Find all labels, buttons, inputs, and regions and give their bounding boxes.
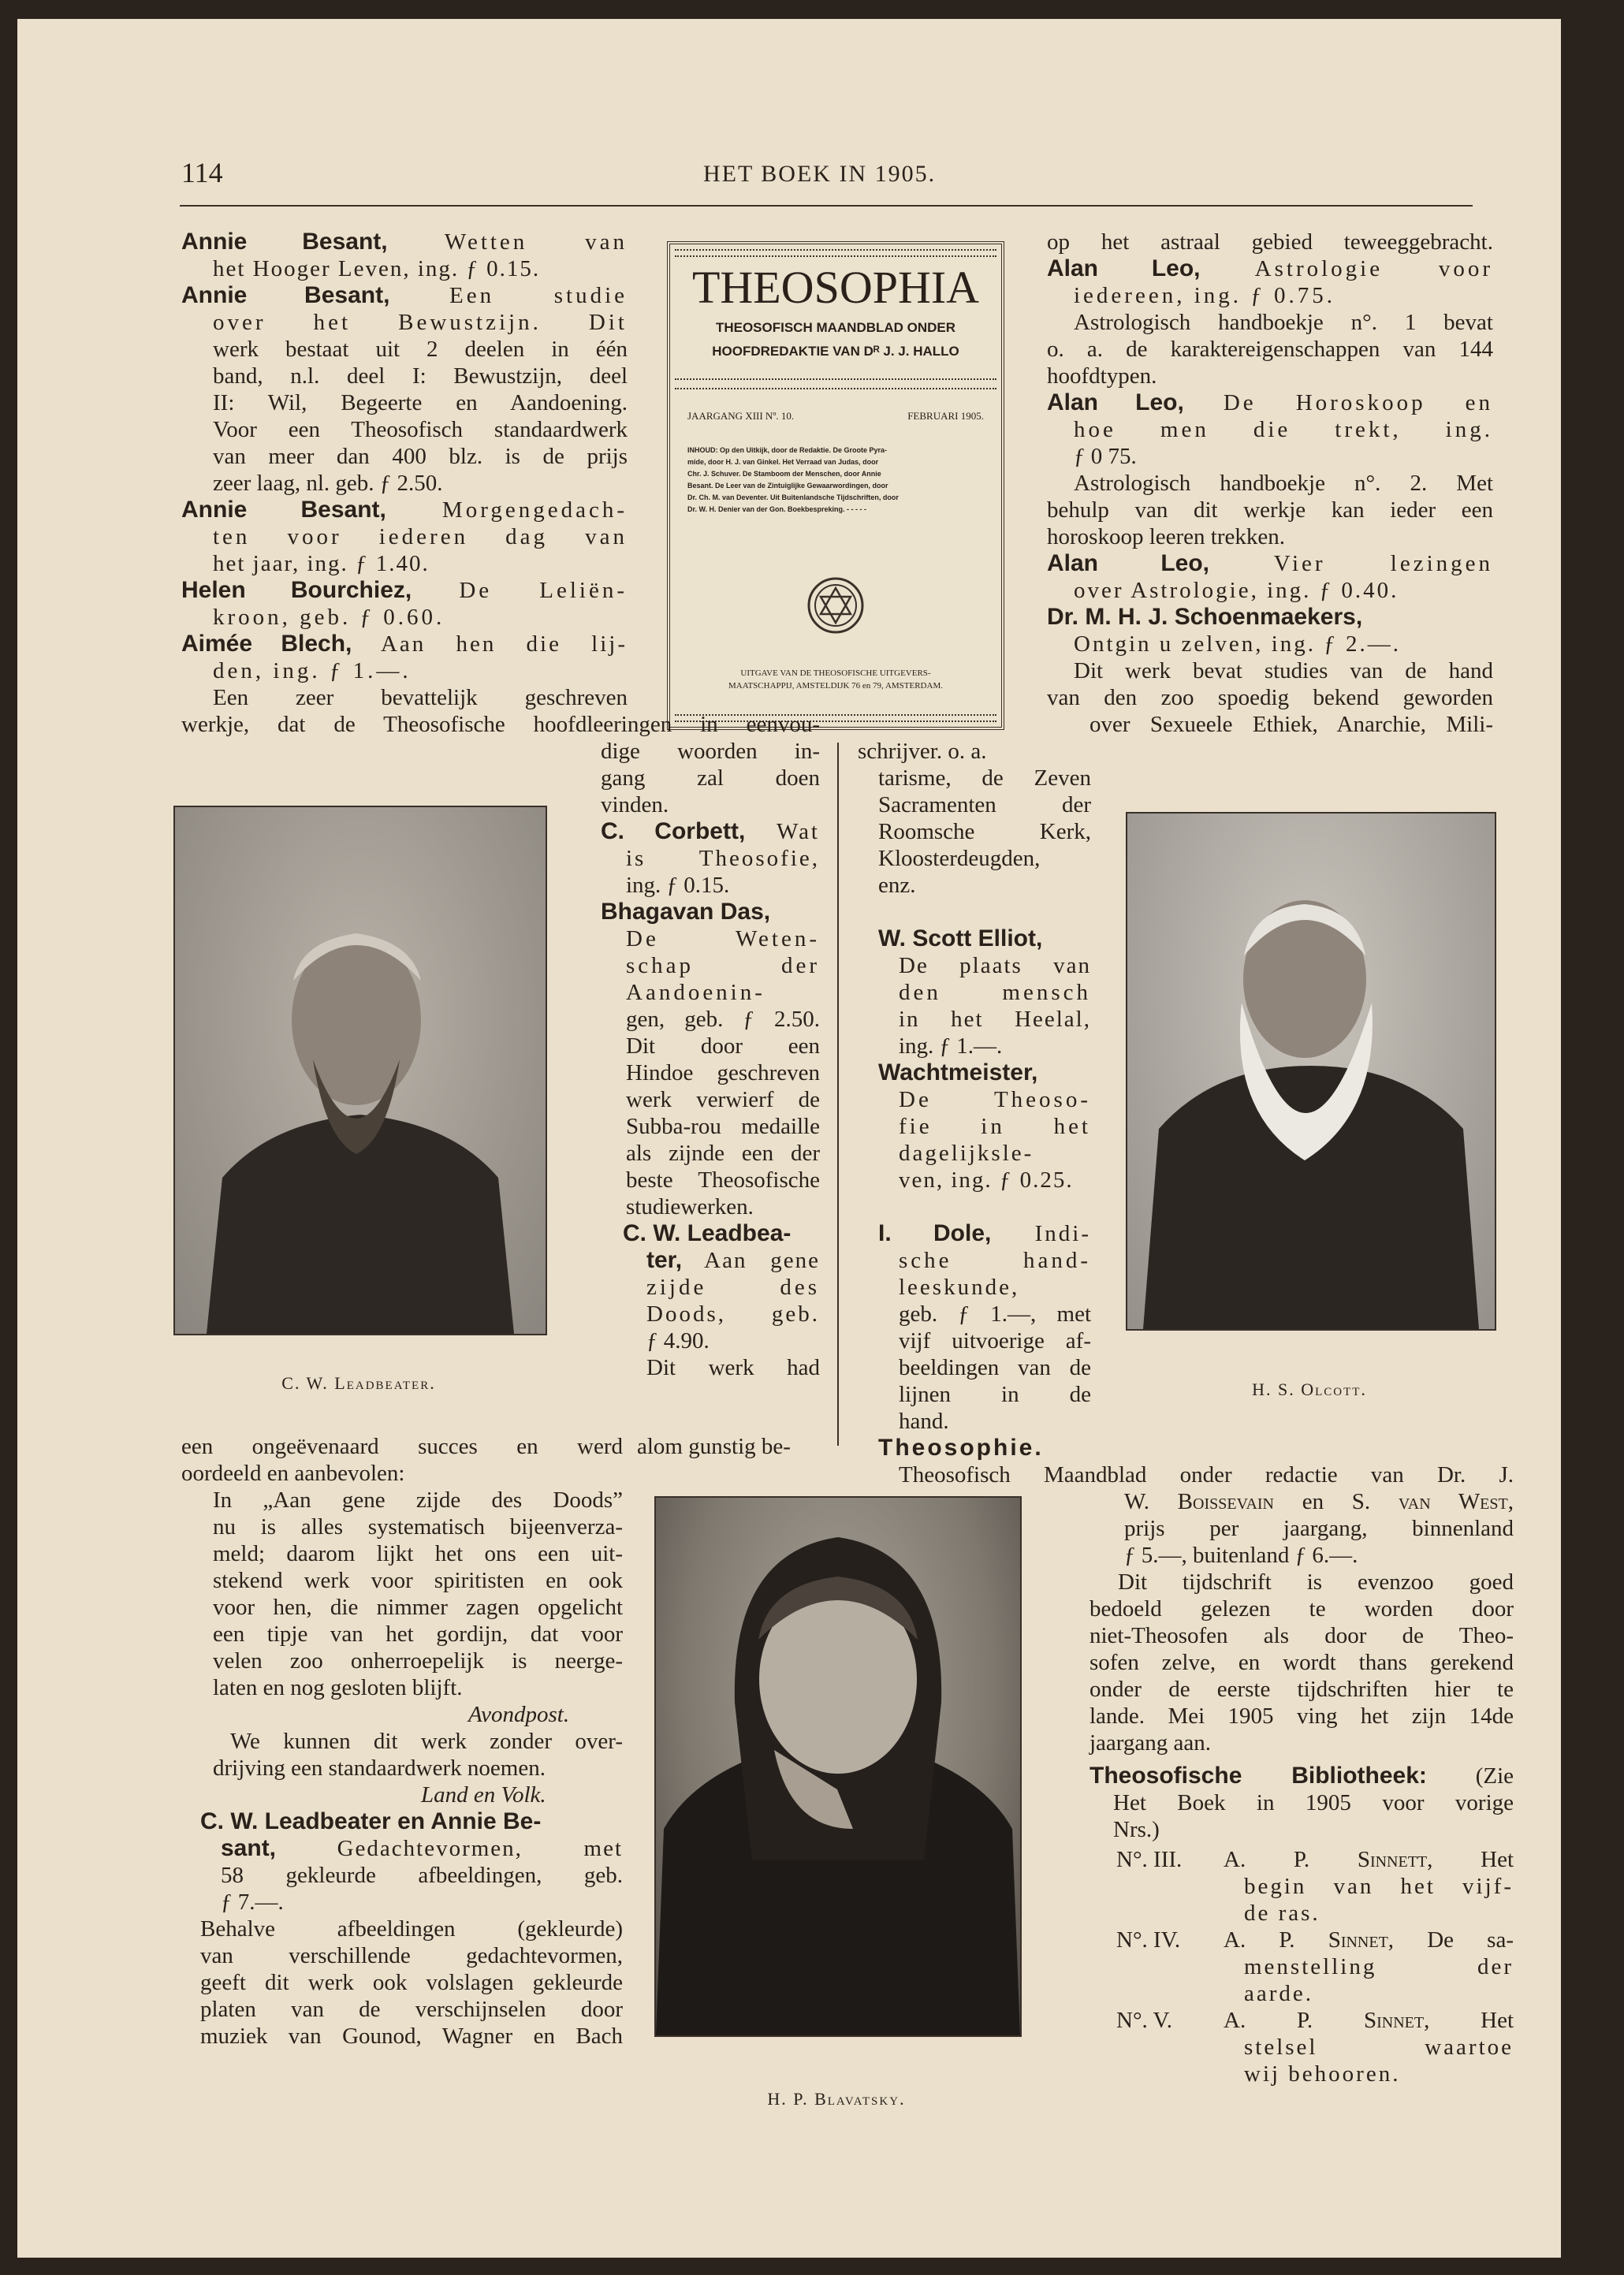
entry-title: Indi- — [991, 1221, 1091, 1246]
entry-line: ing. ƒ 1.—. — [899, 1033, 1003, 1059]
cover-subtitle-2: HOOFDREDAKTIE VAN Dᴿ J. J. HALLO — [712, 344, 959, 359]
entry-line: Het Boek in 1905 voor vorige — [1113, 1790, 1514, 1815]
entry-line: begin van het vijf- — [1244, 1874, 1514, 1899]
entry-line — [1047, 255, 1493, 282]
page — [17, 19, 1561, 2258]
entry-line: ten voor iederen dag van — [213, 524, 628, 549]
entry-title: De Leliën- — [412, 578, 628, 603]
cover-subtitle-1: THEOSOFISCH MAANDBLAD ONDER — [715, 320, 956, 335]
entry-line — [878, 1220, 1091, 1247]
portrait-leadbeater — [173, 806, 547, 1335]
entry-title: Het — [1432, 1847, 1514, 1872]
entry-line — [646, 1247, 820, 1274]
entry-line: Astrologisch handboekje n°. 2. Met — [1074, 471, 1493, 496]
entry-line: onder de eerste tijdschriften hier te — [1089, 1677, 1514, 1702]
author-name: C. W. Leadbea- — [623, 1220, 792, 1246]
entry-title: De Horoskoop en — [1183, 390, 1494, 415]
bearded-man-portrait-icon — [1127, 814, 1495, 1329]
entry-line — [1224, 1927, 1514, 1953]
entry-line: dige woorden in- — [601, 739, 820, 764]
author-name: Aimée Blech, — [181, 631, 352, 657]
theosophical-seal-icon — [806, 575, 866, 635]
entry-line: Ontgin u zelven, ing. ƒ 2.—. — [1074, 631, 1402, 657]
entry-title: Astrologie voor — [1200, 256, 1493, 281]
section-title: Theosophie. — [878, 1435, 1044, 1461]
author-name: Annie Besant, — [181, 282, 390, 308]
entry-line: beste Theosofische — [626, 1167, 820, 1193]
entry-line: enz. — [878, 873, 916, 898]
author-name: sant, — [221, 1835, 277, 1861]
entry-line: het Hooger Leven, ing. ƒ 0.15. — [213, 256, 541, 281]
quote-line: stekend werk voor spiritisten en ook — [213, 1568, 623, 1593]
entry-line: gang zal doen — [601, 765, 820, 791]
entry-title: Wetten van — [387, 229, 628, 255]
entry-line: jaargang aan. — [1089, 1730, 1212, 1756]
cover-contents-line: Chr. J. Schuver. De Stamboom der Menschen, door Annie — [687, 470, 881, 478]
man-portrait-icon — [175, 807, 546, 1334]
entry-line: horoskoop leeren trekken. — [1047, 524, 1285, 549]
entry-line: van verschillende gedachtevormen, — [200, 1943, 623, 1968]
caption-text: C. W. Leadbeater. — [281, 1373, 436, 1393]
entry-title: Vier lezingen — [1209, 551, 1493, 576]
author-name: ter, — [646, 1247, 683, 1273]
entry-line: Dit tijdschrift is evenzoo goed — [1118, 1569, 1514, 1595]
cover-title: THEOSOPHIA — [691, 262, 980, 313]
column-rule-mid — [837, 743, 839, 1446]
entry-line — [221, 1835, 623, 1862]
entry-line — [181, 497, 628, 523]
entry-line: lijnen in de — [899, 1382, 1091, 1407]
cover-issue: JAARGANG XIII Nº. 10. — [687, 410, 795, 422]
entry-line: over Sexueele Ethiek, Anarchie, Mili- — [1089, 712, 1493, 737]
caption-blavatsky — [654, 2089, 1019, 2109]
entry-line: stelsel waartoe — [1244, 2035, 1514, 2060]
entry-line: hand. — [899, 1409, 949, 1434]
entry-line: iedereen, ing. ƒ 0.75. — [1074, 283, 1336, 308]
entry-line: ƒ 0 75. — [1074, 444, 1137, 469]
entry-line: den mensch — [899, 980, 1091, 1005]
entry-line: wij behooren. — [1244, 2061, 1401, 2087]
entry-line: o. a. de karaktereigenschappen van 144 — [1047, 337, 1493, 362]
entry-title: Wat — [745, 819, 820, 844]
entry-line: II: Wil, Begeerte en Aandoening. — [213, 390, 628, 415]
entry-line: behulp van dit werkje kan ieder een — [1047, 497, 1493, 523]
cover-publisher-line: UITGAVE VAN DE THEOSOFISCHE UITGEVERS- — [740, 668, 931, 678]
entry-line: prijs per jaargang, binnenland — [1124, 1516, 1514, 1541]
entry-line: over het Bewustzijn. Dit — [213, 310, 628, 335]
entry-line: tarisme, de Zeven — [878, 765, 1091, 791]
entry-line: ƒ 4.90. — [646, 1328, 710, 1353]
entry-line: De Weten- — [626, 926, 820, 951]
entry-line: schap der — [626, 953, 820, 978]
entry-line: vijf uitvoerige af- — [899, 1328, 1091, 1353]
entry-line: niet-Theosofen als door de Theo- — [1089, 1623, 1514, 1648]
author-name: Helen Bourchiez, — [181, 577, 412, 603]
quote-line: nu is alles systematisch bijeenverza- — [213, 1514, 623, 1540]
entry-line: Dit werk bevat studies van de hand — [1074, 658, 1493, 683]
cover-border-top — [675, 249, 996, 257]
cover-contents — [687, 445, 899, 516]
quote-source: Avondpost. — [468, 1702, 570, 1727]
entry-line: werk bestaat uit 2 deelen in één — [213, 337, 628, 362]
quote-line: voor hen, die nimmer zagen opgelicht — [213, 1595, 623, 1620]
cover-date: FEBRUARI 1905. — [907, 410, 984, 422]
entry-line: lande. Mei 1905 ving het zijn 14de — [1089, 1703, 1514, 1729]
editor-name: S. van West, — [1351, 1489, 1514, 1514]
entry-line: beeldingen van de — [899, 1355, 1091, 1380]
author-name: C. W. Leadbeater en Annie Be- — [200, 1808, 542, 1834]
author-name: W. Scott Elliot, — [878, 925, 1043, 951]
entry-line: muziek van Gounod, Wagner en Bach — [200, 2024, 623, 2049]
entry-line: op het astraal gebied teweeggebracht. — [1047, 229, 1493, 255]
cover-contents-line: Dr. Ch. M. van Deventer. Uit Buitenlandsche Tijdschriften, door — [687, 493, 899, 501]
section-title: Theosofische Bibliotheek: — [1089, 1763, 1427, 1789]
caption-leadbeater — [173, 1373, 544, 1394]
entry-line: is Theosofie, — [626, 846, 820, 871]
entry-line: in het Heelal, — [899, 1007, 1091, 1032]
cover-contents-line: Dr. W. H. Denier van der Gon. Boekbespreking. - - - - - — [687, 505, 867, 513]
series-number: N°. V. — [1116, 2008, 1172, 2033]
cover-divider — [675, 378, 996, 389]
quote-line: drijving een standaardwerk noemen. — [213, 1756, 546, 1781]
author-name: Dr. M. H. J. Schoenmaekers, — [1047, 604, 1363, 630]
entry-title: Het — [1429, 2008, 1514, 2033]
author-initials: A. P. — [1224, 1847, 1358, 1872]
entry-line: het jaar, ing. ƒ 1.40. — [213, 551, 430, 576]
entry-line: vinden. — [601, 792, 669, 817]
series-number: N°. III. — [1116, 1847, 1183, 1872]
entry-line — [181, 577, 628, 604]
woman-portrait-icon — [656, 1498, 1020, 2035]
entry-line: alom gunstig be- — [637, 1434, 791, 1459]
entry-line: werkje, dat de Theosofische hoofdleeringen in eenvou- — [181, 712, 820, 737]
entry-title: Aan hen die lij- — [352, 631, 628, 657]
page-number: 114 — [181, 157, 223, 188]
series-number: N°. IV. — [1116, 1927, 1181, 1953]
author-initials: A. P. — [1224, 2008, 1364, 2033]
quote-line: een tipje van het gordijn, dat voor — [213, 1622, 623, 1647]
author-name: Alan Leo, — [1047, 389, 1184, 415]
entry-title: Morgengedach- — [386, 497, 628, 523]
quote-line: In „Aan gene zijde des Doods” — [213, 1488, 623, 1513]
quote-line: velen zoo onherroepelijk is neerge- — [213, 1648, 623, 1674]
quote-line: meld; daarom lijkt het ons een uit- — [213, 1541, 623, 1566]
entry-line: Een zeer bevattelijk geschreven — [213, 685, 628, 710]
entry-line: de ras. — [1244, 1901, 1320, 1926]
running-title: HET BOEK IN 1905. — [703, 161, 937, 187]
entry-line: band, n.l. deel I: Bewustzijn, deel — [213, 363, 628, 389]
entry-title: Gedachtevormen, met — [276, 1836, 623, 1861]
entry-line: De Theoso- — [899, 1087, 1091, 1112]
entry-line: sofen zelve, en wordt thans gerekend — [1089, 1650, 1514, 1675]
author-name: Annie Besant, — [181, 229, 388, 255]
entry-line — [1224, 2007, 1514, 2034]
editor-initial: W. — [1124, 1489, 1178, 1514]
portrait-blavatsky — [654, 1496, 1022, 2037]
entry-line: van den zoo spoedig bekend geworden — [1047, 685, 1493, 710]
entry-line: Aandoenin- — [626, 980, 765, 1005]
entry-line: Dit werk had — [646, 1355, 820, 1380]
entry-line: Behalve afbeeldingen (gekleurde) — [200, 1916, 623, 1942]
caption-text: H. S. Olcott. — [1252, 1380, 1367, 1399]
caption-text: H. P. Blavatsky. — [767, 2089, 906, 2109]
entry-line: menstelling der — [1244, 1954, 1514, 1979]
entry-line: studiewerken. — [626, 1194, 754, 1219]
entry-line: zeer laag, nl. geb. ƒ 2.50. — [213, 471, 443, 496]
entry-line: hoe men die trekt, ing. — [1074, 417, 1493, 442]
author-name: Alan Leo, — [1047, 550, 1210, 576]
entry-line: De plaats van — [899, 953, 1091, 978]
entry-line: aarde. — [1244, 1981, 1314, 2006]
entry-line: den, ing. ƒ 1.—. — [213, 658, 412, 683]
entry-line — [1089, 1763, 1514, 1789]
caption-olcott — [1126, 1380, 1493, 1400]
entry-line: Sacramenten der — [878, 792, 1091, 817]
author-name: Sinnet, — [1328, 1927, 1395, 1953]
entry-line: kroon, geb. ƒ 0.60. — [213, 605, 445, 630]
entry-line: oordeeld en aanbevolen: — [181, 1461, 405, 1486]
entry-line: van meer dan 400 blz. is de prijs — [213, 444, 628, 469]
entry-line: platen van de verschijnselen door — [200, 1997, 623, 2022]
entry-title: De sa- — [1394, 1927, 1514, 1953]
entry-line: Theosofisch Maandblad onder redactie van Dr. J. — [899, 1462, 1514, 1488]
header-rule — [180, 205, 1473, 207]
quote-line: We kunnen dit werk zonder over- — [230, 1729, 623, 1754]
entry-line: bedoeld gelezen te worden door — [1089, 1596, 1514, 1622]
entry-line: als zijnde een der — [626, 1141, 820, 1166]
entry-line: fie in het — [899, 1114, 1091, 1139]
author-initials: A. P. — [1224, 1927, 1328, 1953]
entry-line: 58 gekleurde afbeeldingen, geb. — [221, 1863, 623, 1888]
entry-line: ƒ 5.—, buitenland ƒ 6.—. — [1124, 1543, 1358, 1568]
cover-publisher — [670, 667, 1001, 692]
entry-line: werk verwierf de — [626, 1087, 820, 1112]
entry-title: Een studie — [389, 283, 628, 308]
entry-line: gen, geb. ƒ 2.50. — [626, 1007, 820, 1032]
entry-line: een ongeëvenaard succes en werd — [181, 1434, 623, 1459]
entry-line: Nrs.) — [1113, 1817, 1160, 1842]
entry-line: Roomsche Kerk, — [878, 819, 1091, 844]
magazine-cover — [667, 241, 1004, 730]
cover-contents-line: mide, door H. J. van Ginkel. Het Verraad van Judas, door — [687, 458, 879, 466]
entry-title: Aan gene — [682, 1248, 820, 1273]
entry-line: dagelijksle- — [899, 1141, 1034, 1166]
author-name: Bhagavan Das, — [601, 899, 771, 925]
author-name: I. Dole, — [878, 1220, 992, 1246]
entry-line: sche hand- — [899, 1248, 1091, 1273]
entry-line — [1047, 389, 1493, 416]
author-name: Wachtmeister, — [878, 1059, 1038, 1085]
entry-line: Astrologisch handboekje n°. 1 bevat — [1074, 310, 1493, 335]
entry-line — [181, 282, 628, 309]
entry-line: leeskunde, — [899, 1275, 1020, 1300]
entry-line: Hindoe geschreven — [626, 1060, 820, 1085]
quote-line: laten en nog gesloten blijft. — [213, 1675, 463, 1700]
cover-contents-line: INHOUD: Op den Uitkijk, door de Redaktie. De Groote Pyra- — [687, 446, 888, 454]
conjunction: en — [1274, 1489, 1352, 1514]
entry-line: zijde des — [646, 1275, 820, 1300]
entry-line: ing. ƒ 0.15. — [626, 873, 730, 898]
entry-line: geeft dit werk ook volslagen gekleurde — [200, 1970, 623, 1995]
entry-line: Voor een Theosofisch standaardwerk — [213, 417, 628, 442]
quote-source: Land en Volk. — [421, 1782, 546, 1808]
entry-line: ƒ 7.—. — [221, 1890, 284, 1915]
entry-line — [181, 631, 628, 657]
author-name: Alan Leo, — [1047, 255, 1201, 281]
entry-line — [1224, 1846, 1514, 1873]
entry-line — [181, 229, 628, 255]
cover-publisher-line: MAATSCHAPPIJ, AMSTELDIJK 76 en 79, AMSTERDAM. — [728, 681, 943, 691]
portrait-olcott — [1126, 812, 1496, 1331]
entry-line: Dit door een — [626, 1033, 820, 1059]
entry-line: ven, ing. ƒ 0.25. — [899, 1167, 1074, 1193]
entry-line — [1047, 550, 1493, 577]
entry-line: Kloosterdeugden, — [878, 846, 1041, 871]
entry-line: Subba-rou medaille — [626, 1114, 820, 1139]
entry-line — [1124, 1488, 1514, 1515]
editor-name: Boissevain — [1177, 1489, 1274, 1514]
cover-contents-line: Besant. De Leer van de Zintuiglijke Gewaarwordingen, door — [687, 482, 888, 490]
entry-line: over Astrologie, ing. ƒ 0.40. — [1074, 578, 1399, 603]
entry-line: hoofdtypen. — [1047, 363, 1157, 389]
author-name: Annie Besant, — [181, 497, 386, 523]
entry-line: geb. ƒ 1.—, met — [899, 1301, 1091, 1327]
entry-line — [601, 818, 820, 845]
entry-line: Doods, geb. — [646, 1301, 820, 1327]
author-name: Sinnett, — [1357, 1847, 1433, 1872]
entry-line: schrijver. o. a. — [858, 739, 987, 764]
author-name: Sinnet, — [1363, 2008, 1430, 2033]
author-name: C. Corbett, — [601, 818, 746, 844]
entry-title: (Zie — [1426, 1763, 1514, 1789]
